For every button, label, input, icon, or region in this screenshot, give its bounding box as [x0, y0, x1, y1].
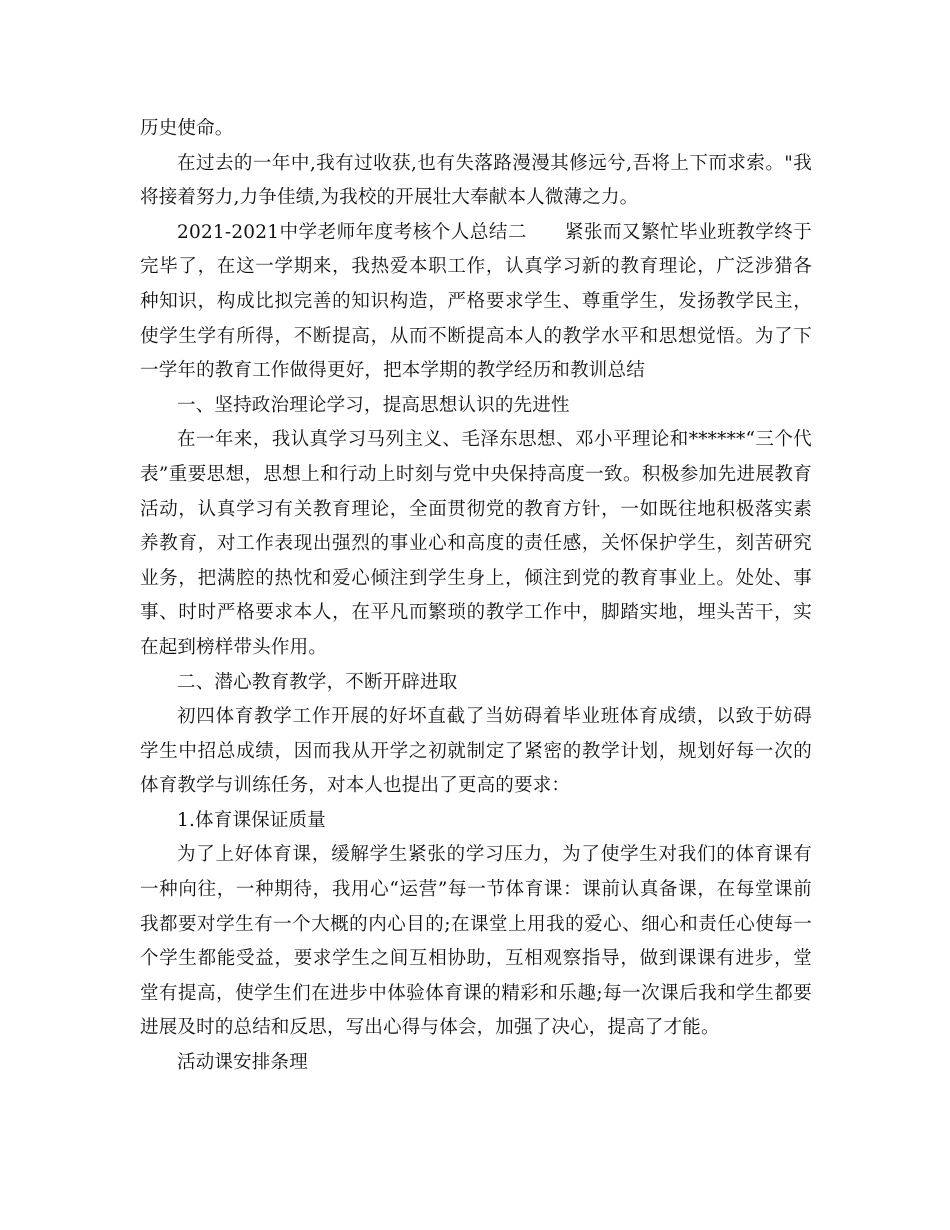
section-heading-2: 二、潜心教育教学，不断开辟进取 [177, 671, 458, 693]
paragraph-summary-two-intro: 2021-2021中学老师年度考核个人总结二 紧张而又繁忙毕业班教学终于完毕了，在这一学期来，我热爱本职工作，认真学习新的教育理论，广泛涉猎各种知识，构成比拟完善的知识构造，严格要求学生、尊重学生，发扬教学民主，使学生学有所得，不断提高，从而不断提高本人的教学水平和思想觉悟。为了下一学年的教育工作做得更好，把本学期的教学经历和教训总结 [140, 221, 812, 382]
paragraph-pe-class: 为了上好体育课，缓解学生紧张的学习压力，为了使学生对我们的体育课有一种向往，一种期待，我用心“运营”每一节体育课：课前认真备课，在每堂课前我都要对学生有一个大概的内心目的;在课堂上用我的爱心、细心和责任心使每一个学生都能受益，要求学生之间互相协助，互相观察指导，做到课课有进步，堂堂有提高，使学生们在进步中体验体育课的精彩和乐趣;每一次课后我和学生都要进展及时的总结和反思，写出心得与体会，加强了决心，提高了才能。 [140, 844, 812, 1039]
subheading-activity: 活动课安排条理 [177, 1052, 308, 1074]
paragraph-politics: 在一年来，我认真学习马列主义、毛泽东思想、邓小平理论和******“三个代表”重要思想，思想上和行动上时刻与党中央保持高度一致。积极参加先进展教育活动，认真学习有关教育理论，全面贯彻党的教育方针，一如既往地积极落实素养教育，对工作表现出强烈的事业心和高度的责任感，关怀保护学生，刻苦研究业务，把满腔的热忱和爱心倾注到学生身上，倾注到党的教育事业上。处处、事事、时时严格要求本人，在平凡而繁琐的教学工作中，脚踏实地，埋头苦干，实在起到榜样带头作用。 [140, 429, 812, 658]
section-heading-1: 一、坚持政治理论学习，提高思想认识的先进性 [177, 394, 570, 416]
paragraph-continuation: 历史使命。 [140, 118, 234, 139]
paragraph-teaching-plan: 初四体育教学工作开展的好坏直截了当妨碍着毕业班体育成绩，以致于妨碍学生中招总成绩，因而我从开学之初就制定了紧密的教学计划，规划好每一次的体育教学与训练任务，对本人也提出了更高的要求： [140, 706, 812, 797]
subheading-1: 1.体育课保证质量 [177, 809, 326, 831]
paragraph-closing: 在过去的一年中,我有过收获,也有失落路漫漫其修远兮,吾将上下而求索。"我将接着努力,力争佳绩,为我校的开展壮大奉献本人微薄之力。 [140, 152, 812, 209]
document-body [140, 112, 812, 1081]
